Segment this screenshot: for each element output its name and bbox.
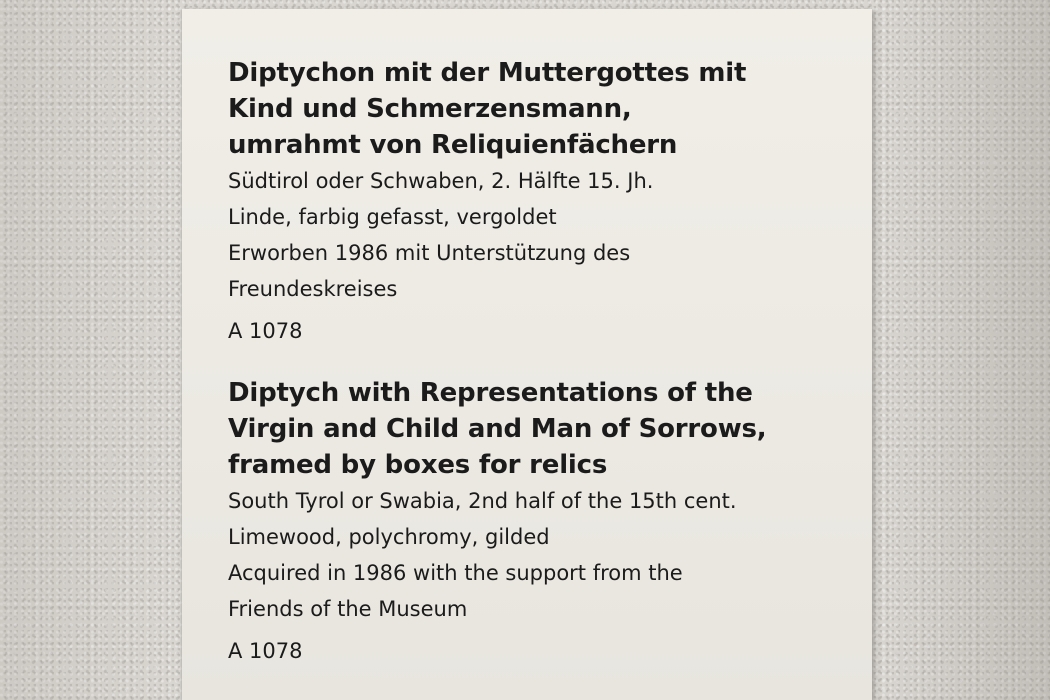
wall-background-left	[0, 0, 180, 700]
english-title	[228, 375, 766, 483]
museum-label-card	[182, 9, 872, 700]
german-title-line: Kind und Schmerzensmann,	[228, 94, 632, 124]
german-inventory-number: A 1078	[228, 319, 303, 343]
english-title-line: Virgin and Child and Man of Sorrows,	[228, 414, 767, 444]
german-material: Linde, farbig gefasst, vergoldet	[228, 205, 557, 229]
wall-background-right	[872, 0, 1050, 700]
english-label-text	[228, 375, 766, 669]
english-title-line: Diptych with Representations of the	[228, 378, 753, 408]
english-acquisition-line: Friends of the Museum	[228, 597, 468, 621]
german-title	[228, 55, 746, 163]
english-title-line: framed by boxes for relics	[228, 450, 608, 480]
german-title-line: Diptychon mit der Muttergottes mit	[228, 58, 747, 88]
english-material: Limewood, polychromy, gilded	[228, 525, 550, 549]
english-origin: South Tyrol or Swabia, 2nd half of the 15th cent.	[228, 489, 737, 513]
german-label-text	[228, 55, 746, 349]
german-origin: Südtirol oder Schwaben, 2. Hälfte 15. Jh.	[228, 169, 654, 193]
english-acquisition-line: Acquired in 1986 with the support from the	[228, 561, 683, 585]
german-title-line: umrahmt von Reliquienfächern	[228, 130, 678, 160]
german-acquisition-line: Freundeskreises	[228, 277, 398, 301]
english-inventory-number: A 1078	[228, 639, 303, 663]
german-acquisition-line: Erworben 1986 mit Unterstützung des	[228, 241, 631, 265]
